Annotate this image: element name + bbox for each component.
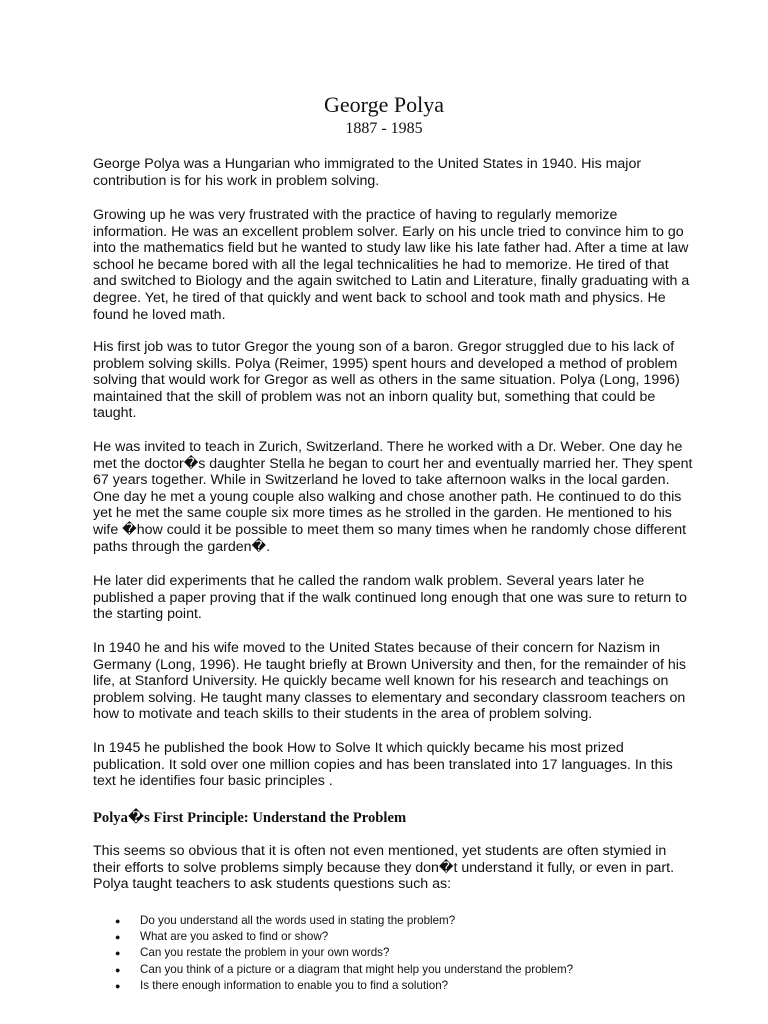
list-item (93, 929, 693, 945)
paragraph-united-states: In 1940 he and his wife moved to the United States because of their concern for Nazism in Germany (Long, 1996). He taught briefly at Brown University and then, for the remainder of his life, at Stanford University. He quickly became well known for his research and teachings on problem solving. He taught many classes to elementary and secondary classroom teachers on how to motivate and teach skills to their students in the area of problem solving. (93, 640, 687, 723)
bullet-icon: ● (115, 964, 121, 975)
list-item-text: Can you think of a picture or a diagram that might help you understand the problem? (140, 962, 574, 976)
paragraph-understand-problem: This seems so obvious that it is often not even mentioned, yet students are often stymied in their efforts to solve problems simply because they don�t understand it fully, or even in part. Polya taught teachers to ask students questions such as: (93, 843, 675, 893)
paragraph-first-job: His first job was to tutor Gregor the young son of a baron. Gregor struggled due to his lack of problem solving skills. Polya (Reimer, 1995) spent hours and developed a method of problem solving that would work for Gregor as well as others in the same situation. Polya (Long, 1996) maintained that the skill of problem was not an inborn quality but, something that could be taught. (93, 339, 680, 422)
life-dates: 1887 - 1985 (345, 120, 423, 137)
question-list (93, 913, 693, 994)
list-item (93, 913, 693, 929)
bullet-icon: ● (115, 980, 121, 991)
paragraph-intro: George Polya was a Hungarian who immigrated to the United States in 1940. His major contribution is for his work in problem solving. (93, 156, 642, 189)
paragraph-random-walk: He later did experiments that he called the random walk problem. Several years later he published a paper proving that if the walk continued long enough that one was sure to return to the starting point. (93, 573, 687, 623)
paragraph-early-life: Growing up he was very frustrated with the practice of having to regularly memorize information. He was an excellent problem solver. Early on his uncle tried to convince him to go into the mathematics field but he wanted to study law like his late father had. After a time at law school he became bored with all the legal technicalities he had to memorize. He tired of that and switched to Biology and the again switched to Latin and Literature, finally graduating with a degree. Yet, he tired of that quickly and went back to school and took math and physics. He found he loved math. (93, 207, 690, 323)
list-item (93, 978, 693, 994)
bullet-icon: ● (115, 932, 121, 943)
list-item-text: Is there enough information to enable you to find a solution? (140, 978, 449, 992)
list-item-text: Do you understand all the words used in stating the problem? (140, 914, 456, 927)
paragraph-how-to-solve-it: In 1945 he published the book How to Solve It which quickly became his most prized publication. It sold over one million copies and has been translated into 17 languages. In this text he identifies four basic principles . (93, 740, 673, 790)
page-title: George Polya (324, 92, 444, 117)
bullet-icon: ● (115, 948, 121, 959)
list-item (93, 962, 693, 978)
bullet-icon: ● (115, 916, 121, 926)
list-item-text: Can you restate the problem in your own words? (140, 946, 390, 960)
section-heading: Polya�s First Principle: Understand the Problem (93, 810, 407, 826)
paragraph-zurich: He was invited to teach in Zurich, Switzerland. There he worked with a Dr. Weber. One day he met the doctor�s daughter Stella he began to court her and eventually married her. They spent 67 years together. While in Switzerland he loved to take afternoon walks in the local garden. One day he met a young couple also walking and chose another path. He continued to do this yet he met the same couple six more times as he strolled in the garden. He mentioned to his wife �how could it be possible to meet them so many times when he randomly chose different paths through the garden�. (93, 439, 693, 555)
list-item (93, 945, 693, 961)
list-item-text: What are you asked to find or show? (140, 930, 329, 944)
